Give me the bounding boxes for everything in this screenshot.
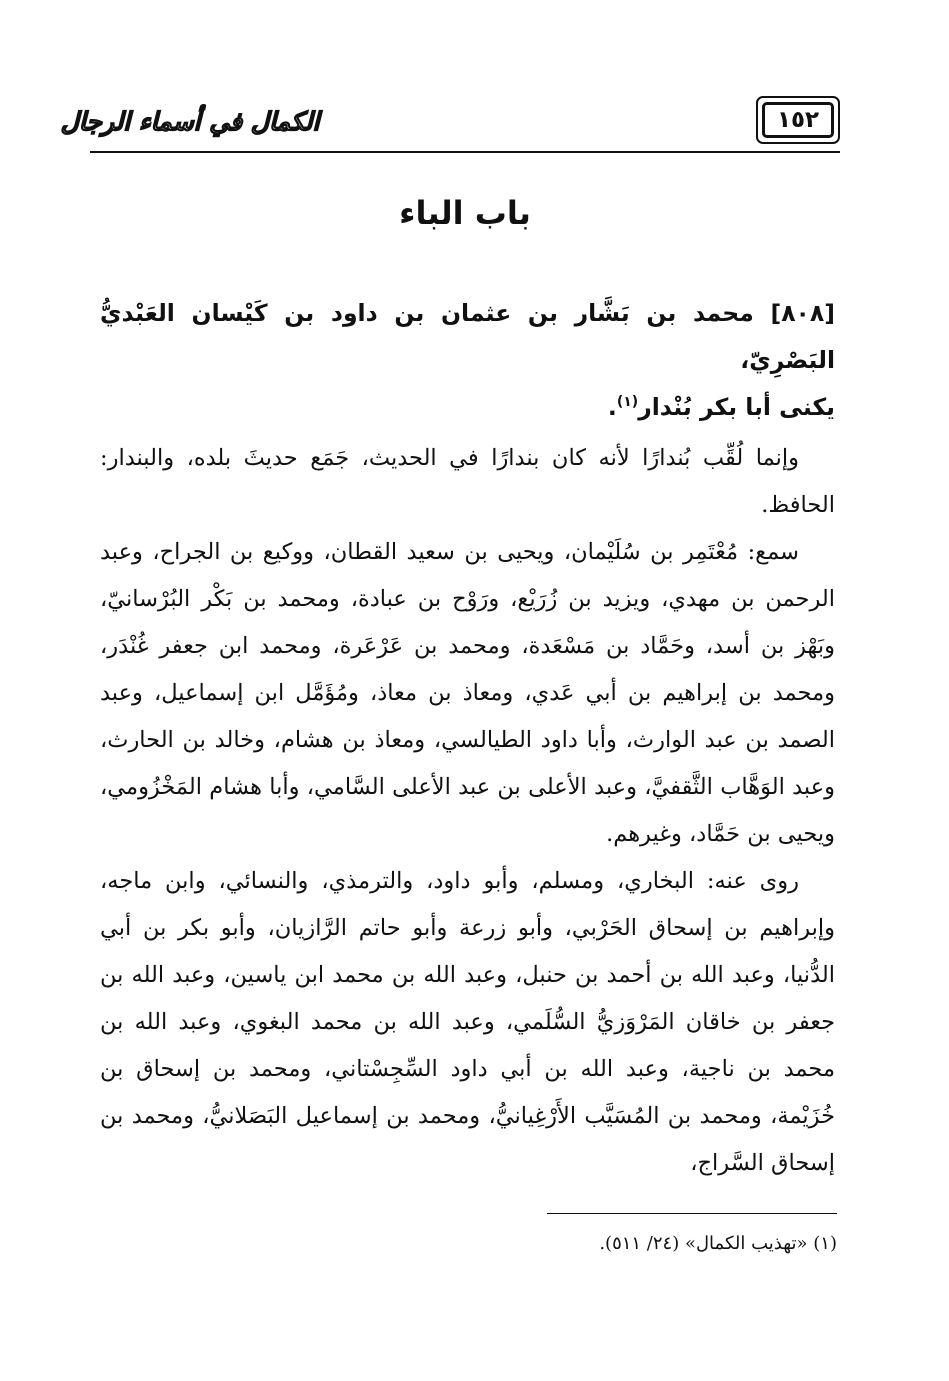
footnote-divider — [547, 1213, 837, 1214]
page-header — [60, 96, 840, 154]
chapter-title: باب الباء — [399, 194, 531, 232]
entry-heading — [100, 290, 835, 431]
page-number: ١٥٢ — [762, 102, 834, 138]
footnote: (١) «تهذيب الكمال» (٢٤/ ٥١١). — [599, 1233, 837, 1254]
paragraph-teachers: سمع: مُعْتَمِر بن سُلَيْمان، ويحيى بن سعيد القطان، ووكيع بن الجراح، وعبد الرحمن بن مهدي، ويزيد بن زُرَيْع، ورَوْح بن عبادة، ومحمد بن بَكْر البُرْسانيّ، وبَهْز بن أسد، وحَمَّاد بن مَسْعَدة، ومحمد بن عَرْعَرة، ومحمد ابن جعفر غُنْدَر، ومحمد بن إبراهيم بن أبي عَدي، ومعاذ بن معاذ، ومُؤَمَّل ابن إسماعيل، وعبد الصمد بن عبد الوارث، وأبا داود الطيالسي، ومعاذ بن هشام، وخالد بن الحارث، وعبد الوَهَّاب الثَّقفيَّ، وعبد الأعلى بن عبد الأعلى السَّامي، وأبا هشام المَخْزُومي، ويحيى بن حَمَّاد، وغيرهم. — [100, 539, 835, 847]
entry-heading-end: . — [607, 393, 617, 421]
entry-kunya: يكنى أبا بكر بُنْدار — [638, 393, 835, 421]
paragraph-laqab: وإنما لُقِّب بُندارًا لأنه كان بندارًا في الحديث، جَمَع حديثَ بلده، والبندار: الحافظ. — [100, 445, 835, 518]
entry-name: محمد بن بَشَّار بن عثمان بن داود بن كَيْسان العَبْديُّ البَصْرِيّ، — [100, 299, 835, 374]
footnote-reference: (١) — [616, 394, 639, 411]
header-divider — [90, 151, 840, 153]
entry-heading-line-2 — [100, 384, 835, 431]
entry-number: [٨٠٨] — [770, 299, 835, 327]
paragraph-students: روى عنه: البخاري، ومسلم، وأبو داود، والترمذي، والنسائي، وابن ماجه، وإبراهيم بن إسحاق الحَرْبي، وأبو زرعة وأبو حاتم الرَّازيان، وأبو بكر بن أبي الدُّنيا، وعبد الله بن أحمد بن حنبل، وعبد الله بن محمد ابن ياسين، وعبد الله بن جعفر بن خاقان المَرْوَزيُّ السُّلَمي، وعبد الله بن محمد البغوي، وعبد الله بن محمد بن ناجية، وعبد الله بن أبي داود السِّجِسْتاني، ومحمد بن إسحاق بن خُزَيْمة، ومحمد بن المُسَيَّب الأَرْغِيانيُّ، ومحمد بن إسماعيل البَصَلانيُّ، ومحمد بن إسحاق السَّراج، — [100, 868, 835, 1176]
entry-heading-line-1 — [100, 290, 835, 384]
main-text — [100, 290, 835, 1187]
running-title: الكمال في أسماء الرجال — [60, 106, 320, 136]
page-number-frame — [756, 96, 840, 144]
